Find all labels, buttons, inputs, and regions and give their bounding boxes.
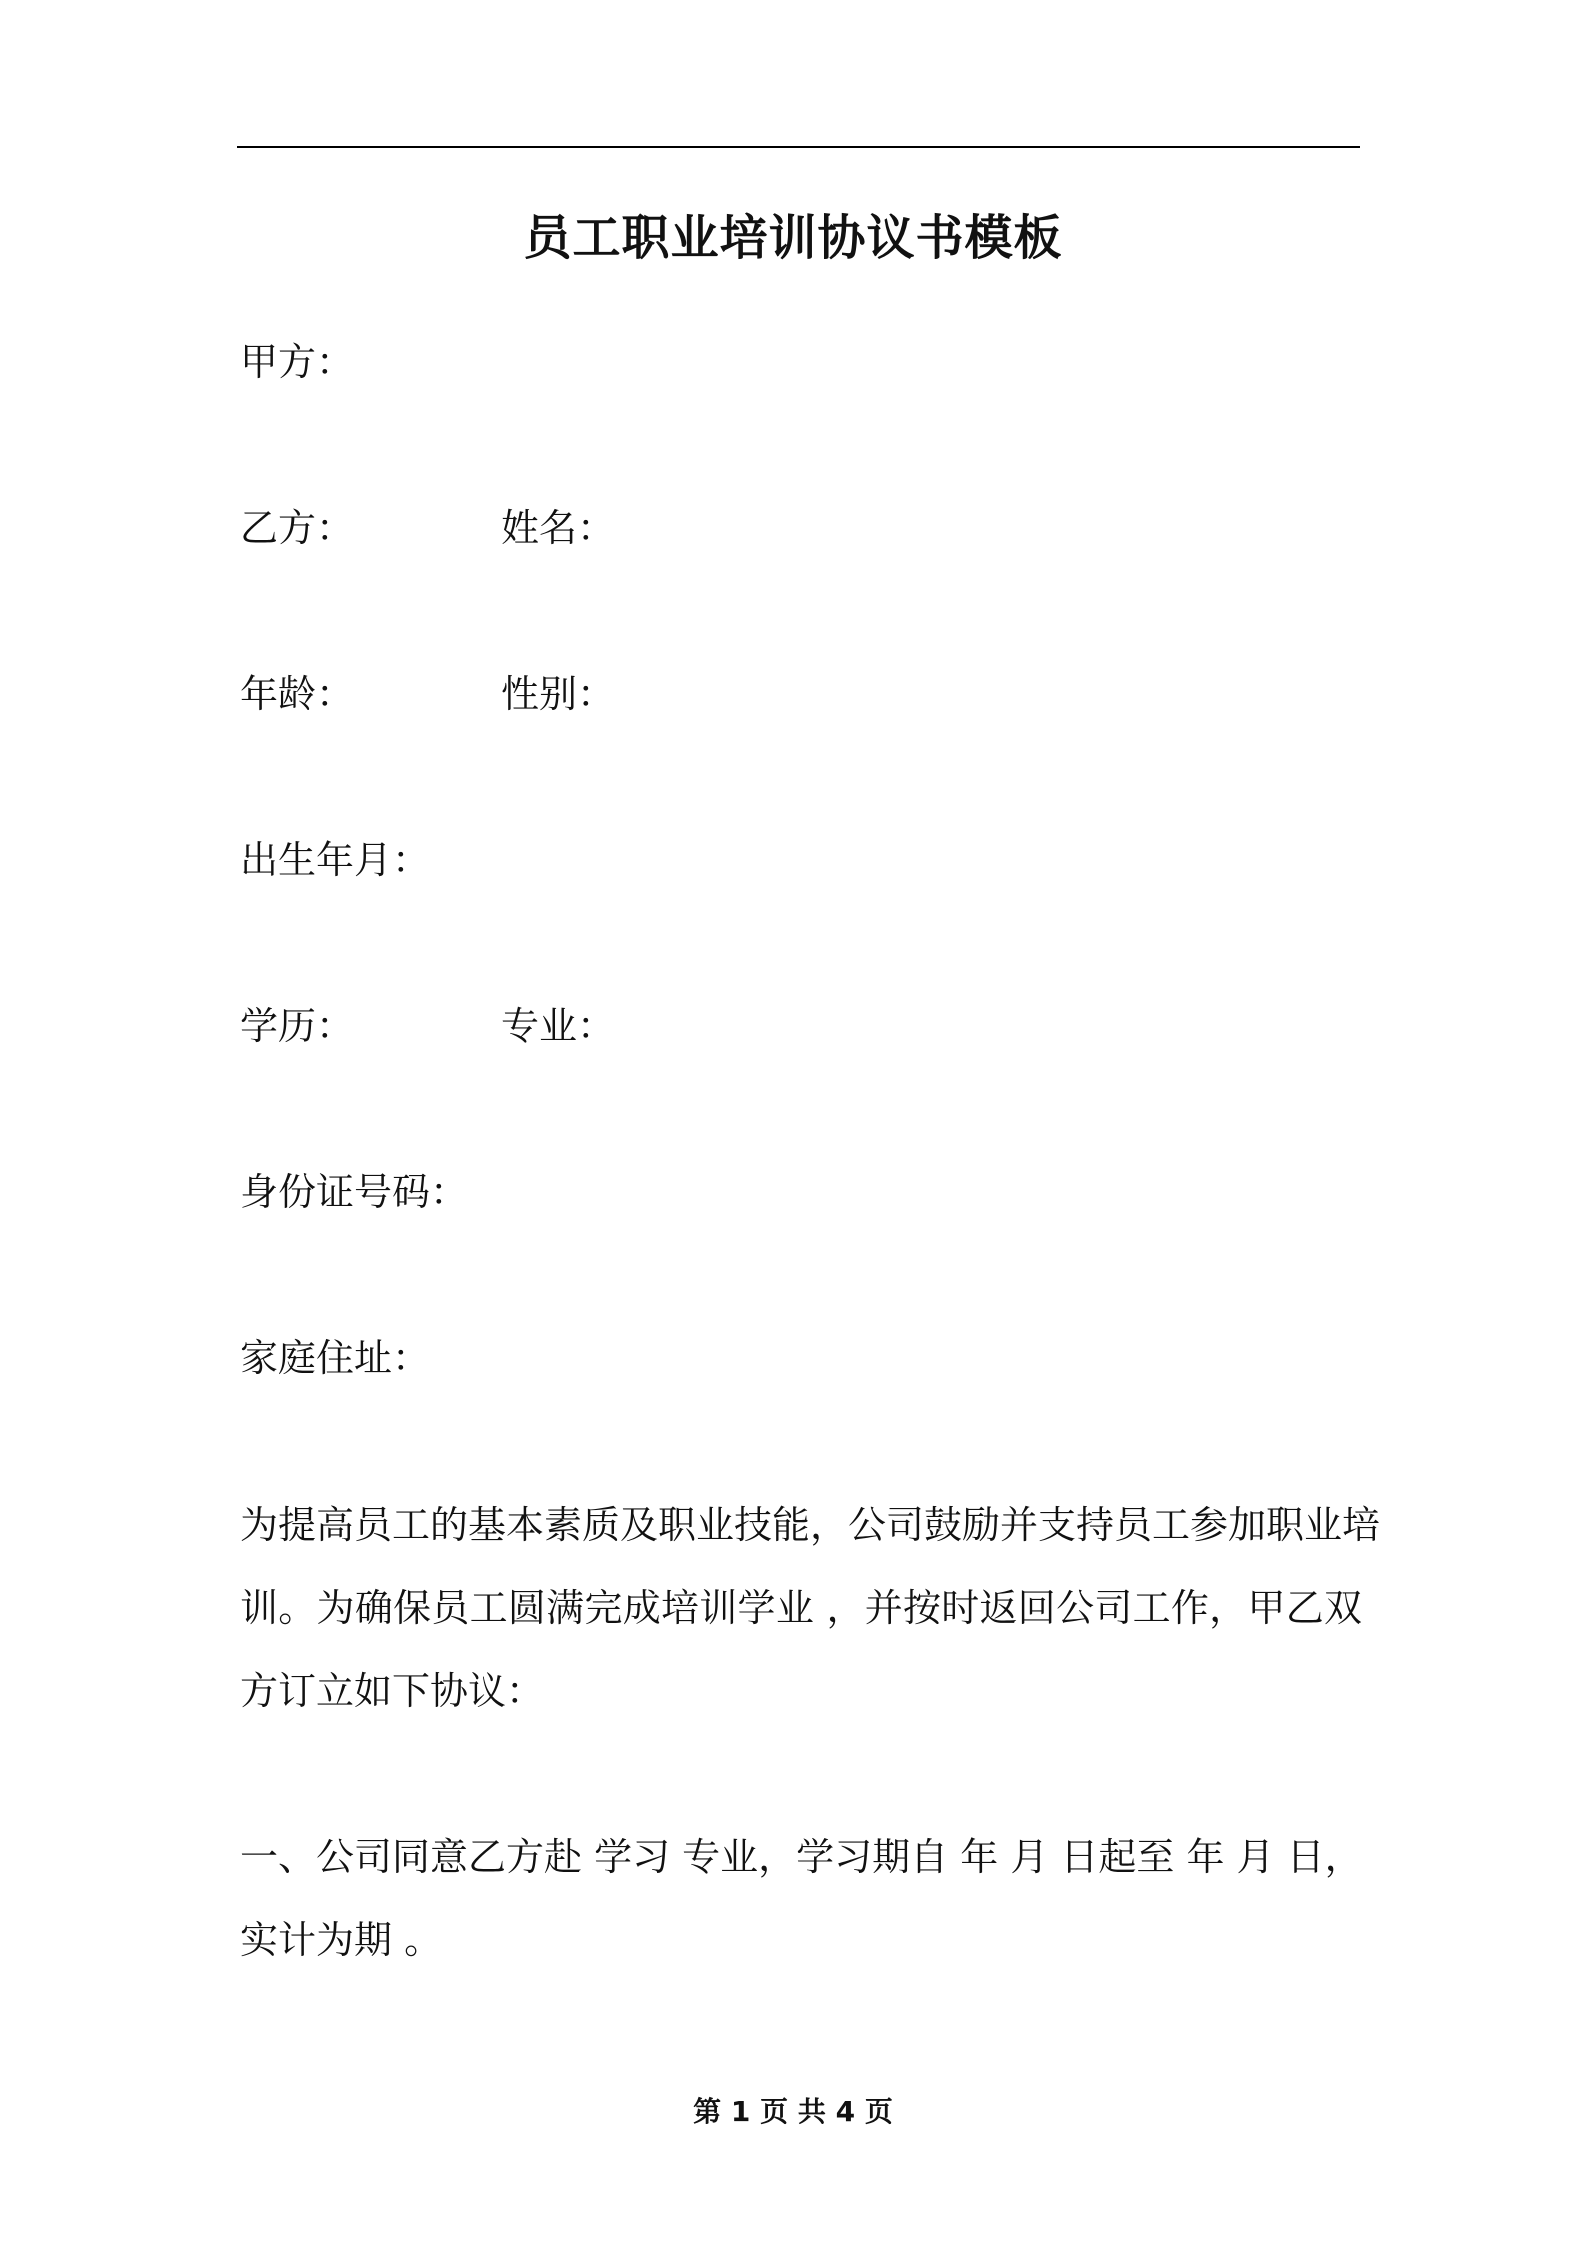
clause-1-paragraph xyxy=(240,1816,1362,1982)
age-label: 年龄： xyxy=(240,672,355,716)
intro-line: 为提高员工的基本素质及职业技能，公司鼓励并支持员工参加职业培 xyxy=(240,1503,1381,1547)
header-rule xyxy=(237,146,1360,148)
intro-line: 方订立如下协议： xyxy=(240,1669,545,1713)
intro-line: 训。为确保员工圆满完成培训学业 ，并按时返回公司工作，甲乙双 xyxy=(240,1586,1362,1630)
home-address-label: 家庭住址： xyxy=(240,1336,431,1380)
intro-paragraph xyxy=(240,1484,1381,1733)
clause-line: 实计为期 。 xyxy=(240,1918,443,1962)
page-number: 第 1 页 共 4 页 xyxy=(693,2095,893,2128)
party-b-label: 乙方： xyxy=(240,506,355,550)
birth-date-label: 出生年月： xyxy=(240,838,431,882)
party-a-label: 甲方： xyxy=(240,340,355,384)
education-label: 学历： xyxy=(240,1004,355,1048)
gender-label: 性别： xyxy=(501,672,616,716)
document-title: 员工职业培训协议书模板 xyxy=(523,210,1063,266)
major-label: 专业： xyxy=(501,1004,616,1048)
id-number-label: 身份证号码： xyxy=(240,1170,469,1214)
clause-line: 一、公司同意乙方赴 学习 专业，学习期自 年 月 日起至 年 月 日， xyxy=(240,1835,1363,1879)
name-label: 姓名： xyxy=(501,506,616,550)
